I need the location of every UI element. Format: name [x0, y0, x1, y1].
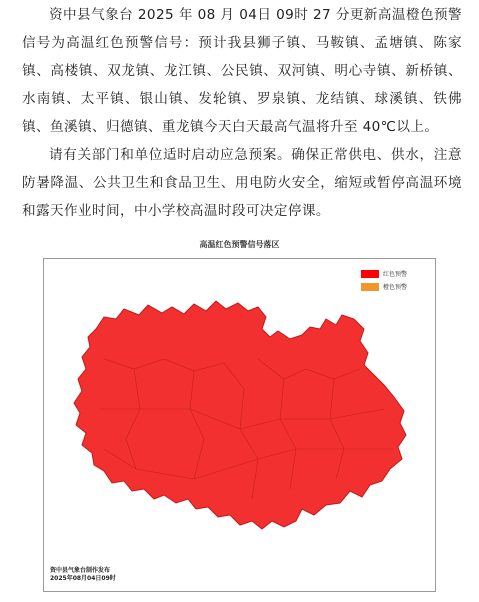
warning-map-figure — [43, 234, 436, 592]
county-map — [44, 259, 435, 591]
legend-label: 红色预警 — [383, 271, 408, 278]
warning-paragraph: 资中县气象台 2025 年 08 月 04日 09时 27 分更新高温橙色预警信号为高温红色预警信号：预计我县狮子镇、马鞍镇、孟塘镇、陈家镇、高楼镇、双龙镇、龙江镇、公民镇、双河镇、明心寺镇、新桥镇、水南镇、太平镇、银山镇、发轮镇、罗泉镇、龙结镇、球溪镇、铁佛镇、鱼溪镇、归德镇、重龙镇今天白天最高气温将升至 40℃以上。 — [22, 7, 462, 135]
legend-item-orange — [361, 280, 425, 293]
legend-swatch-red — [361, 270, 379, 278]
county-region — [74, 301, 406, 529]
map-legend — [361, 267, 425, 293]
map-title: 高温红色预警信号落区 — [199, 240, 280, 249]
warning-article — [22, 1, 462, 225]
legend-label: 橙色预警 — [383, 284, 408, 291]
map-credit — [50, 567, 116, 583]
advice-paragraph: 请有关部门和单位适时启动应急预案。确保正常供电、供水，注意防暑降温、公共卫生和食品卫生、用电防火安全，缩短或暂停高温环境和露天作业时间，中小学校高温时段可决定停课。 — [22, 147, 462, 219]
credit-time: 2025年08月04日09时 — [50, 575, 116, 582]
credit-publisher: 资中县气象台制作发布 — [50, 567, 111, 574]
map-frame — [43, 258, 436, 592]
legend-swatch-orange — [361, 283, 379, 291]
legend-item-red — [361, 267, 425, 280]
